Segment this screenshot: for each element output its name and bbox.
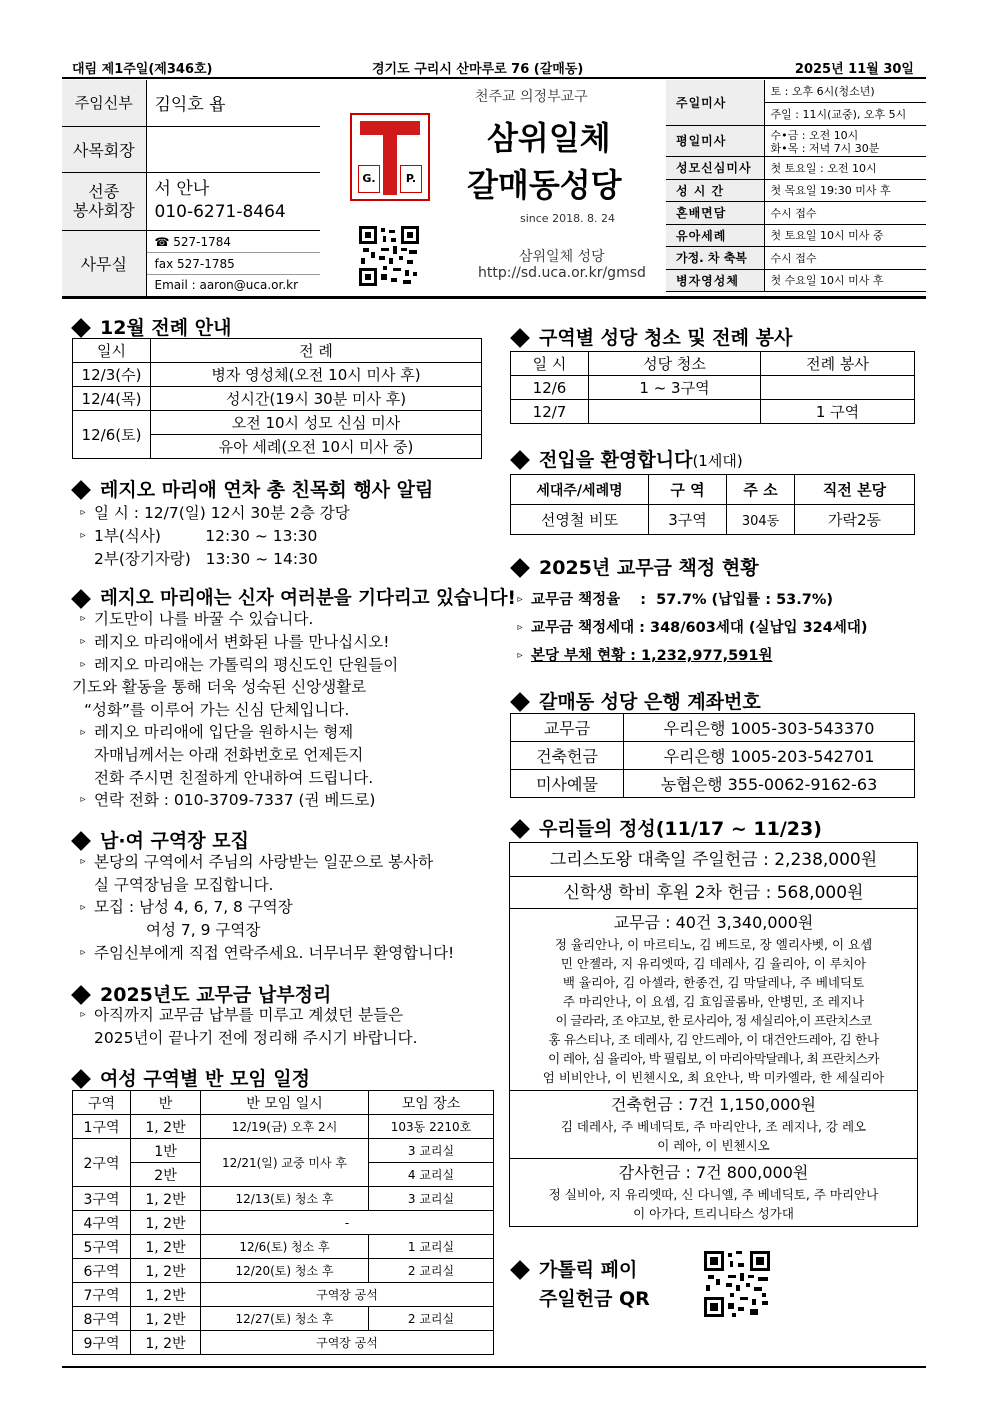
- group-class: 1, 2반: [131, 1331, 201, 1355]
- section-title-dues: 2025년 교무금 책정 현황: [509, 553, 759, 580]
- dues-donor-list: [510, 935, 917, 1087]
- thanks-offerings: [510, 1159, 917, 1226]
- group-class: 1, 2반: [131, 1211, 201, 1235]
- bullet-diamond-icon: [71, 589, 91, 609]
- dues-offerings: [510, 909, 917, 1091]
- col-header: 구 역: [649, 475, 727, 505]
- welcome-count: (1세대): [692, 452, 743, 470]
- staff-label: 주임신부: [62, 80, 146, 126]
- donor-line: 이 레아, 심 율리아, 박 필립보, 이 마리아막달레나, 최 프란치스카: [548, 1051, 879, 1066]
- col-header: 일시: [73, 339, 151, 363]
- website-url[interactable]: http://sd.uca.or.kr/gmsd: [478, 265, 646, 281]
- group-district: 7구역: [73, 1283, 131, 1307]
- recruit-line: 기도와 활동을 통해 더욱 성숙된 신앙생활로: [72, 678, 367, 697]
- recruit-line: “성화”를 이루어 가는 신심 단체입니다.: [84, 700, 350, 719]
- group-time: 구역장 공석: [201, 1331, 494, 1355]
- group-place: 2 교리실: [369, 1259, 494, 1283]
- cleaning-table: [510, 351, 915, 424]
- schedule-key: 혼배면담: [666, 202, 764, 225]
- schedule-value: 첫 토요일 : 오전 10시: [764, 157, 926, 180]
- staff-label: 선종 봉사회장: [62, 172, 146, 230]
- section-title-offerings: 우리들의 정성(11/17 ~ 11/23): [509, 814, 822, 841]
- issue-number: 대림 제1주일(제346호): [72, 62, 213, 77]
- schedule-value: 주일 : 11시(교중), 오후 5시: [764, 103, 926, 126]
- liturgy-date: 12/6(토): [73, 411, 151, 459]
- logo-letter: G.: [358, 165, 380, 193]
- bullet-diamond-icon: [510, 450, 530, 470]
- group-time: 12/19(금) 오후 2시: [201, 1115, 369, 1139]
- group-district: 3구역: [73, 1187, 131, 1211]
- section-title-district-leader: 남·여 구역장 모집: [70, 826, 249, 853]
- group-class: 1, 2반: [131, 1307, 201, 1331]
- leader-line: 여성 7, 9 구역장: [146, 921, 261, 939]
- staff-table: [62, 80, 320, 297]
- district-leader-body: ▹ 본당의 구역에서 주님의 사랑받는 일꾼으로 봉사하 실 구역장님을 모집합니다. ▹ 모집 : 남성 4, 6, 7, 8 구역장 여성 7, 9 구역장 ▹ 주임신부에게 직접 연락주세요. 너무너무 환영합니다!: [80, 853, 455, 962]
- section-title-liturgy: 12월 전례 안내: [70, 313, 231, 340]
- liturgy-desc: 유아 세례(오전 10시 미사 중): [151, 435, 482, 459]
- schedule-value: 수시 접수: [764, 202, 926, 225]
- donor-line: 주 마리안나, 이 요셉, 김 효임골롬바, 안병민, 조 레지나: [562, 994, 865, 1009]
- website-qr-code[interactable]: [359, 226, 419, 286]
- bullet-diamond-icon: [71, 480, 91, 500]
- bullet-diamond-icon: [71, 318, 91, 338]
- account-number[interactable]: 농협은행 355-0062-9162-63: [624, 770, 915, 798]
- schedule-key: 유아세례: [666, 224, 764, 247]
- donor-line: 정 율리안나, 이 마르티노, 김 베드로, 장 엘리사벳, 이 요셉: [554, 937, 873, 952]
- masthead-rule: [62, 296, 926, 299]
- welcome-table: [510, 474, 915, 535]
- schedule-key: 병자영성체: [666, 269, 764, 292]
- group-class: 1, 2반: [131, 1235, 201, 1259]
- group-place: 4 교리실: [369, 1163, 494, 1187]
- group-class: 1, 2반: [131, 1259, 201, 1283]
- bank-table: [510, 713, 915, 798]
- church-address: 경기도 구리시 산마루로 76 (갈매동): [372, 62, 584, 77]
- account-number[interactable]: 우리은행 1005-303-543370: [624, 714, 915, 742]
- section-title-women-groups: 여성 구역별 반 모임 일정: [70, 1064, 310, 1091]
- issue-date: 2025년 11월 30일: [794, 62, 914, 77]
- website-name: 삼위일체 성당: [519, 249, 605, 265]
- staff-label: 사목회장: [62, 126, 146, 172]
- donor-line: 민 안젤라, 지 유리엣따, 김 데레사, 김 율리아, 이 루치아: [560, 956, 867, 971]
- dues-notice-line: 2025년이 끝나기 전에 정리해 주시기 바랍니다.: [94, 1028, 418, 1047]
- leader-line: 주임신부에게 직접 연락주세요. 너무너무 환영합니다!: [94, 943, 455, 962]
- diocese-name: 천주교 의정부교구: [475, 89, 588, 105]
- group-time: 12/27(토) 청소 후: [201, 1307, 369, 1331]
- section-title-cleaning: 구역별 성당 청소 및 전례 봉사: [509, 323, 792, 350]
- group-district: 5구역: [73, 1235, 131, 1259]
- group-class: 1반: [131, 1139, 201, 1163]
- thanks-offering-total: 감사헌금 : 7건 800,000원: [618, 1163, 809, 1182]
- schedule-key: 평일미사: [666, 125, 764, 157]
- sunday-collection: 그리스도왕 대축일 주일헌금 : 2,238,000원: [510, 843, 917, 877]
- liturgy-service: 1 구역: [761, 400, 915, 424]
- bullet-diamond-icon: [510, 1260, 530, 1280]
- account-purpose: 교무금: [511, 714, 624, 742]
- schedule-key: 성 시 간: [666, 179, 764, 202]
- col-header: 전 례: [151, 339, 482, 363]
- recruit-line: 기도만이 나를 바꿀 수 있습니다.: [94, 610, 314, 628]
- section-title-welcome: 전입을 환영합니다(1세대): [509, 445, 743, 472]
- liturgy-service: [761, 376, 915, 400]
- schedule-value: 화•목 : 저녁 7시 30분: [764, 142, 926, 157]
- group-district: 1구역: [73, 1115, 131, 1139]
- col-header: 성당 청소: [589, 352, 761, 376]
- footer-rule: [62, 1366, 926, 1368]
- group-district: 9구역: [73, 1331, 131, 1355]
- cleaning-date: 12/7: [511, 400, 589, 424]
- dues-body: ▹ 교무금 책정율 : 57.7% (납입률 : 53.7%) ▹ 교무금 책정세대 : 348/603세대 (실납입 324세대) ▹ 본당 부채 현황 : 1,232,977,591원: [517, 592, 868, 664]
- group-time: 12/13(토) 청소 후: [201, 1187, 369, 1211]
- bullet-diamond-icon: [71, 1069, 91, 1089]
- council-chair-name: [146, 126, 320, 172]
- legio-event-body: ▹ 일 시 : 12/7(일) 12시 30분 2층 강당 ▹ 1부(식사) 12:30 ~ 13:30 2부(장기자랑) 13:30 ~ 14:30: [80, 504, 350, 568]
- parish-name-line2: 갈매동성당: [467, 166, 622, 204]
- newcomer-address: 304동: [727, 505, 795, 535]
- funeral-chair-phone: 010-6271-8464: [154, 202, 286, 222]
- mass-schedule-table: [666, 80, 926, 292]
- event-line: 1부(식사) 12:30 ~ 13:30: [94, 526, 318, 545]
- liturgy-date: 12/3(수): [73, 363, 151, 387]
- group-time: 12/6(토) 청소 후: [201, 1235, 369, 1259]
- catholic-pay-subtitle: 주일헌금 QR: [539, 1288, 650, 1310]
- group-place: 3 교리실: [369, 1187, 494, 1211]
- funeral-chair-name: 서 안나: [154, 179, 210, 199]
- cleaning-date: 12/6: [511, 376, 589, 400]
- group-place: 3 교리실: [369, 1139, 494, 1163]
- office-phone: ☎ 527-1784: [147, 231, 321, 253]
- event-line: 2부(장기자랑) 13:30 ~ 14:30: [94, 549, 318, 568]
- building-offerings: [510, 1091, 917, 1159]
- group-place: 1 교리실: [369, 1235, 494, 1259]
- seminary-collection: 신학생 학비 후원 2차 헌금 : 568,000원: [510, 877, 917, 909]
- cleaning-districts: 1 ~ 3구역: [589, 376, 761, 400]
- donor-line: 이 글라라, 조 야고보, 한 로사리아, 정 세실리아,이 프란치스코: [555, 1013, 872, 1028]
- catholic-pay-title: 가톨릭 페이: [509, 1255, 637, 1282]
- founded-date: since 2018. 8. 24: [520, 212, 616, 225]
- col-header: 반: [131, 1091, 201, 1115]
- bullet-diamond-icon: [510, 692, 530, 712]
- schedule-value: 수시 접수: [764, 247, 926, 270]
- group-district: 4구역: [73, 1211, 131, 1235]
- logo-letter: P.: [400, 165, 422, 193]
- account-purpose: 건축헌금: [511, 742, 624, 770]
- group-district: 6구역: [73, 1259, 131, 1283]
- schedule-key: 가정. 차 축복: [666, 247, 764, 270]
- col-header: 모임 장소: [369, 1091, 494, 1115]
- group-time: 구역장 공석: [201, 1283, 494, 1307]
- newcomer-name: 선영철 비또: [511, 505, 649, 535]
- account-purpose: 미사예물: [511, 770, 624, 798]
- schedule-key: 성모신심미사: [666, 157, 764, 180]
- event-line: 일 시 : 12/7(일) 12시 30분 2층 강당: [94, 504, 350, 522]
- office-fax: fax 527-1785: [147, 253, 321, 275]
- col-header: 구역: [73, 1091, 131, 1115]
- group-time: -: [201, 1211, 494, 1235]
- parish-name-line1: 삼위일체: [487, 119, 611, 157]
- bullet-diamond-icon: [510, 328, 530, 348]
- cleaning-districts: [589, 400, 761, 424]
- leader-line: 실 구역장님을 모집합니다.: [94, 875, 274, 894]
- donor-line: 이 아가다, 트리니타스 성가대: [633, 1206, 794, 1221]
- col-header: 직전 본당: [795, 475, 915, 505]
- group-time: 12/20(토) 청소 후: [201, 1259, 369, 1283]
- liturgy-desc: 성시간(19시 30분 미사 후): [151, 387, 482, 411]
- schedule-value: 첫 토요일 10시 미사 중: [764, 224, 926, 247]
- liturgy-desc: 오전 10시 성모 신심 미사: [151, 411, 482, 435]
- col-header: 세대주/세례명: [511, 475, 649, 505]
- group-class: 2반: [131, 1163, 201, 1187]
- bullet-diamond-icon: [510, 558, 530, 578]
- parish-debt: 본당 부채 현황 : 1,232,977,591원: [531, 648, 773, 664]
- bullet-diamond-icon: [71, 985, 91, 1005]
- pastor-name: 김익호 욥: [146, 80, 320, 126]
- offerings-box: [509, 842, 918, 1227]
- section-title-bank: 갈매동 성당 은행 계좌번호: [509, 687, 761, 714]
- schedule-value: 첫 목요일 19:30 미사 후: [764, 179, 926, 202]
- dues-offering-total: 교무금 : 40건 3,340,000원: [613, 913, 814, 932]
- donor-line: 김 데레사, 주 베네딕토, 주 마리안나, 조 레지나, 강 레오: [560, 1119, 867, 1134]
- liturgy-table: [72, 338, 482, 459]
- staff-label: 사무실: [62, 230, 146, 296]
- header-rule: [62, 77, 926, 79]
- donor-line: 이 레아, 이 빈첸시오: [657, 1138, 770, 1153]
- donor-line: 백 율리아, 김 아셀라, 한종건, 김 막달레나, 주 베네딕토: [562, 975, 865, 990]
- donor-line: 홍 유스티나, 조 데레사, 김 안드레아, 이 대건안드레아, 김 한나: [548, 1032, 879, 1047]
- group-place: 2 교리실: [369, 1307, 494, 1331]
- leader-line: 모집 : 남성 4, 6, 7, 8 구역장: [94, 898, 293, 917]
- donor-line: 엄 비비안나, 이 빈첸시오, 최 요안나, 박 미카엘라, 한 세실리아: [542, 1070, 885, 1085]
- parish-logo: [350, 113, 430, 201]
- group-district: 8구역: [73, 1307, 131, 1331]
- recruit-line: 레지오 마리애는 가톨릭의 평신도인 단원들이: [94, 655, 399, 674]
- group-class: 1, 2반: [131, 1187, 201, 1211]
- section-title-legio-event: 레지오 마리애 연차 총 친목회 행사 알림: [70, 475, 433, 502]
- schedule-value: 첫 수요일 10시 미사 후: [764, 269, 926, 292]
- group-class: 1, 2반: [131, 1115, 201, 1139]
- group-class: 1, 2반: [131, 1283, 201, 1307]
- liturgy-date: 12/4(목): [73, 387, 151, 411]
- col-header: 반 모임 일시: [201, 1091, 369, 1115]
- group-place: 103동 2210호: [369, 1115, 494, 1139]
- section-title-dues-notice: 2025년도 교무금 납부정리: [70, 980, 331, 1007]
- newcomer-district: 3구역: [649, 505, 727, 535]
- recruit-line: 레지오 마리애에 입단을 원하시는 형제: [94, 723, 354, 742]
- schedule-value: 토 : 오후 6시(청소년): [764, 80, 926, 103]
- section-title-legio-recruit: 레지오 마리애는 신자 여러분을 기다리고 있습니다!: [70, 584, 516, 610]
- recruit-line: 레지오 마리애에서 변화된 나를 만나십시오!: [94, 632, 390, 651]
- col-header: 일 시: [511, 352, 589, 376]
- account-number[interactable]: 우리은행 1005-203-542701: [624, 742, 915, 770]
- dues-households: 교무금 책정세대 : 348/603세대 (실납입 324세대): [531, 620, 868, 636]
- women-groups-table: [72, 1090, 494, 1355]
- dues-notice-body: ▹ 아직까지 교무금 납부를 미루고 계셨던 분들은 2025년이 끝나기 전에 정리해 주시기 바랍니다.: [80, 1006, 418, 1047]
- legio-recruit-body: ▹ 기도만이 나를 바꿀 수 있습니다. ▹ 레지오 마리애에서 변화된 나를 만나십시오! ▹ 레지오 마리애는 가톨릭의 평신도인 단원들이 기도와 활동을 통해 더욱 성숙된 신앙생활로 “성화”를 이루어 가는 신심 단체입니다. ▹ 레지오 마리애에 입단을 원하시는 형제 자매님께서는 아래 전화번호로 언제든지 전화 주시면 친절하게 안내하여 드립니다. ▹ 연락 전화 : 010-3709-7337 (권 베드로): [72, 610, 399, 809]
- building-offering-total: 건축헌금 : 7건 1,150,000원: [611, 1095, 816, 1114]
- group-district: 2구역: [73, 1139, 131, 1187]
- recruit-contact: 연락 전화 : 010-3709-7337 (권 베드로): [94, 791, 376, 809]
- group-time: 12/21(일) 교중 미사 후: [201, 1139, 369, 1187]
- recruit-line: 전화 주시면 친절하게 안내하여 드립니다.: [94, 768, 374, 787]
- dues-rate: 교무금 책정율 : 57.7% (납입률 : 53.7%): [531, 592, 834, 608]
- leader-line: 본당의 구역에서 주님의 사랑받는 일꾼으로 봉사하: [94, 853, 434, 871]
- col-header: 전례 봉사: [761, 352, 915, 376]
- schedule-value: 수•금 : 오전 10시: [770, 128, 859, 142]
- dues-notice-line: 아직까지 교무금 납부를 미루고 계셨던 분들은: [94, 1006, 404, 1024]
- schedule-key: 주일미사: [666, 80, 764, 125]
- recruit-line: 자매님께서는 아래 전화번호로 언제든지: [94, 746, 364, 764]
- catholic-pay-qr-code[interactable]: [704, 1251, 770, 1317]
- previous-parish: 가락2동: [795, 505, 915, 535]
- donor-line: 정 실비아, 지 유리엣따, 신 다니엘, 주 베네딕토, 주 마리안나: [548, 1187, 879, 1202]
- liturgy-desc: 병자 영성체(오전 10시 미사 후): [151, 363, 482, 387]
- office-email[interactable]: Email : aaron@uca.or.kr: [154, 277, 299, 292]
- issue-header: [62, 56, 926, 78]
- col-header: 주 소: [727, 475, 795, 505]
- bullet-diamond-icon: [71, 831, 91, 851]
- bullet-diamond-icon: [510, 819, 530, 839]
